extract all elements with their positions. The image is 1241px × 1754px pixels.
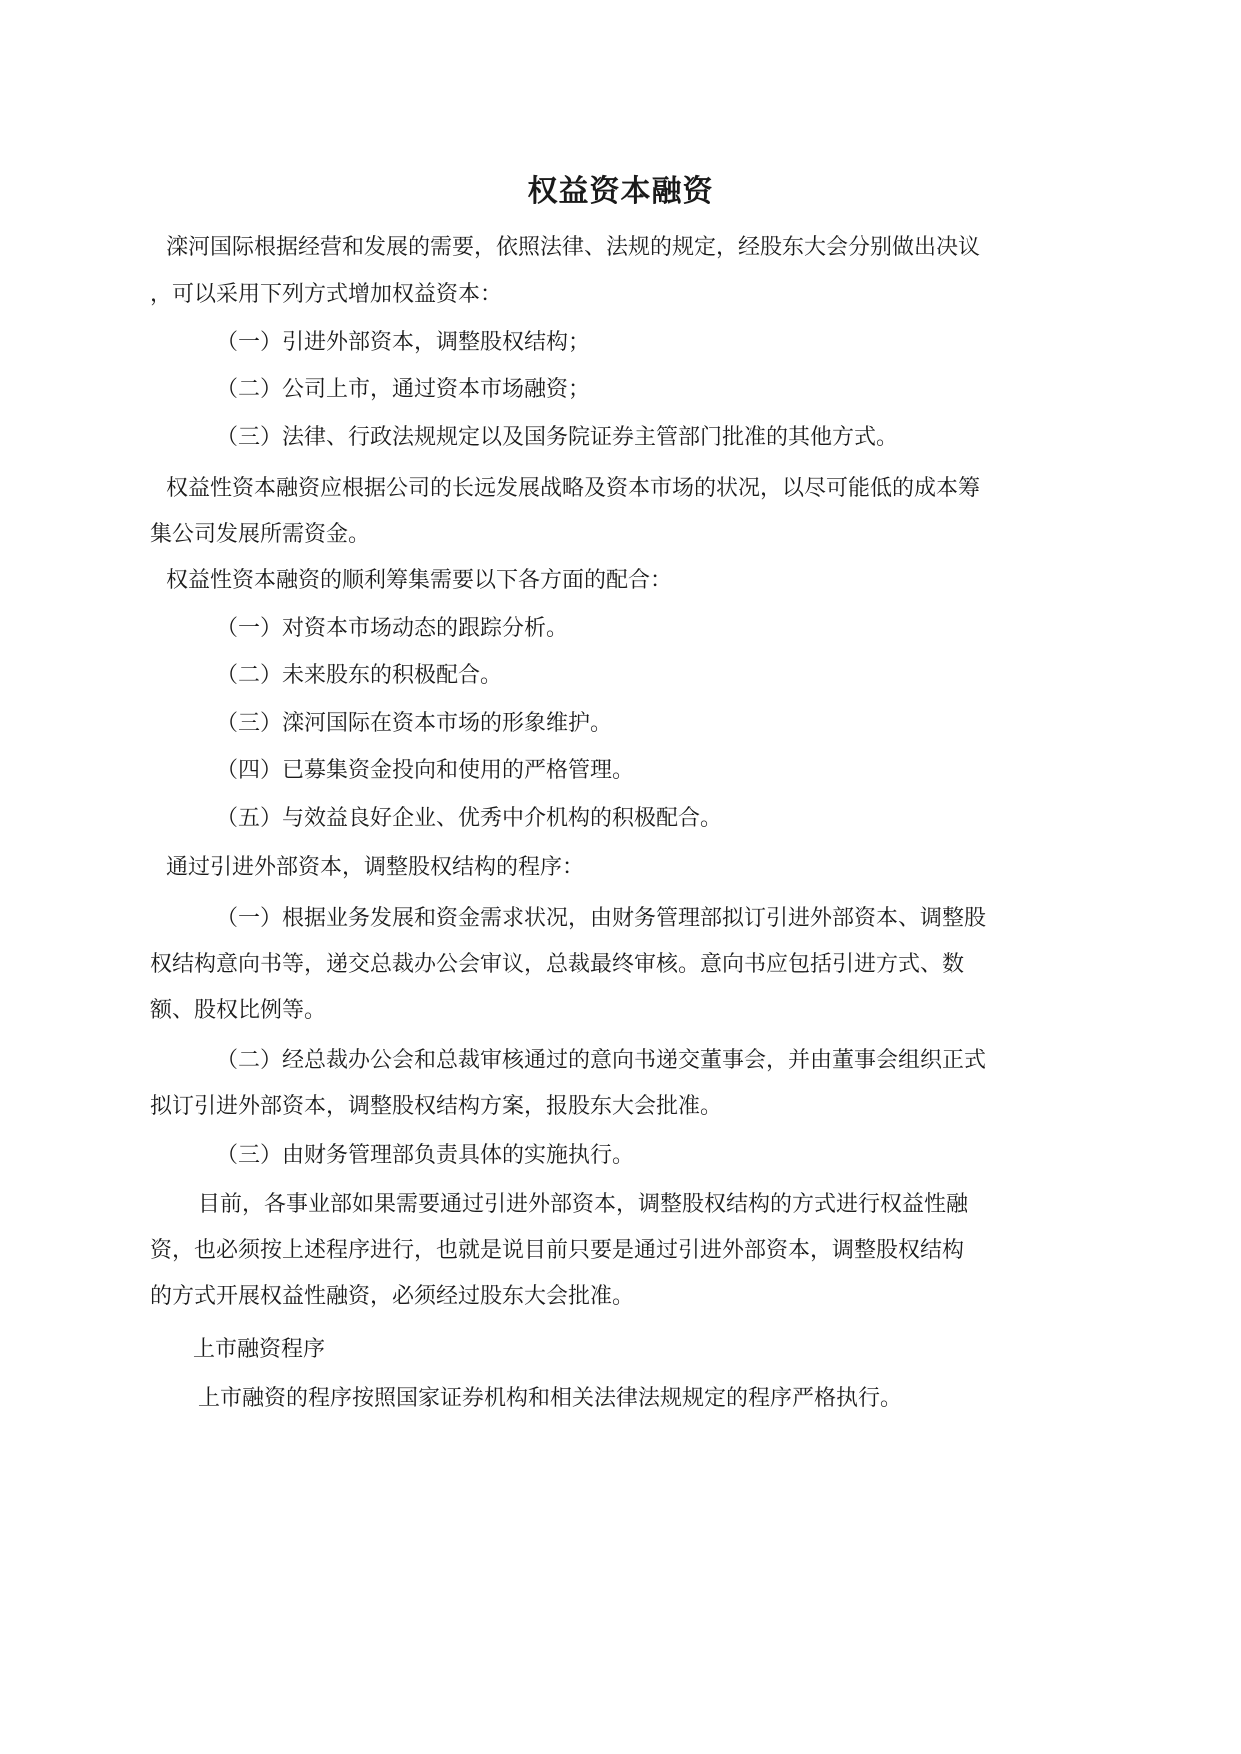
section-heading: 上市融资程序: [193, 1337, 326, 1362]
paragraph-line: 拟订引进外部资本，调整股权结构方案，报股东大会批准。: [150, 1094, 723, 1119]
list-item: （二）公司上市，通过资本市场融资；: [216, 377, 591, 402]
list-item: （五）与效益良好企业、优秀中介机构的积极配合。: [216, 806, 723, 831]
list-item: （一）对资本市场动态的跟踪分析。: [216, 616, 569, 641]
paragraph-line: （二）经总裁办公会和总裁审核通过的意向书递交董事会，并由董事会组织正式: [216, 1048, 987, 1073]
paragraph-line: 权益性资本融资应根据公司的长远发展战略及资本市场的状况，以尽可能低的成本筹: [166, 476, 981, 501]
list-item: （三）滦河国际在资本市场的形象维护。: [216, 711, 613, 736]
paragraph-line: 额、股权比例等。: [150, 998, 327, 1023]
paragraph-line: 滦河国际根据经营和发展的需要，依照法律、法规的规定，经股东大会分别做出决议: [166, 235, 981, 260]
list-item: （三）法律、行政法规规定以及国务院证券主管部门批准的其他方式。: [216, 425, 899, 450]
list-item: （四）已募集资金投向和使用的严格管理。: [216, 758, 635, 783]
paragraph-line: 集公司发展所需资金。: [150, 522, 371, 547]
paragraph-line: 资，也必须按上述程序进行，也就是说目前只要是通过引进外部资本，调整股权结构: [150, 1238, 965, 1263]
document-title: 权益资本融资: [527, 174, 714, 209]
list-item: （二）未来股东的积极配合。: [216, 663, 503, 688]
paragraph-line: 上市融资的程序按照国家证券机构和相关法律法规规定的程序严格执行。: [198, 1386, 903, 1411]
paragraph-line: ，可以采用下列方式增加权益资本：: [150, 282, 503, 307]
list-item: （一）引进外部资本，调整股权结构；: [216, 330, 591, 355]
paragraph-line: （三）由财务管理部负责具体的实施执行。: [216, 1143, 635, 1168]
paragraph-line: 权结构意向书等，递交总裁办公会审议，总裁最终审核。意向书应包括引进方式、数: [150, 952, 965, 977]
paragraph-line: （一）根据业务发展和资金需求状况，由财务管理部拟订引进外部资本、调整股: [216, 906, 987, 931]
paragraph-line: 通过引进外部资本，调整股权结构的程序：: [166, 855, 585, 880]
paragraph-line: 目前，各事业部如果需要通过引进外部资本，调整股权结构的方式进行权益性融: [198, 1192, 969, 1217]
paragraph-line: 的方式开展权益性融资，必须经过股东大会批准。: [150, 1284, 635, 1309]
paragraph-line: 权益性资本融资的顺利筹集需要以下各方面的配合：: [166, 568, 673, 593]
